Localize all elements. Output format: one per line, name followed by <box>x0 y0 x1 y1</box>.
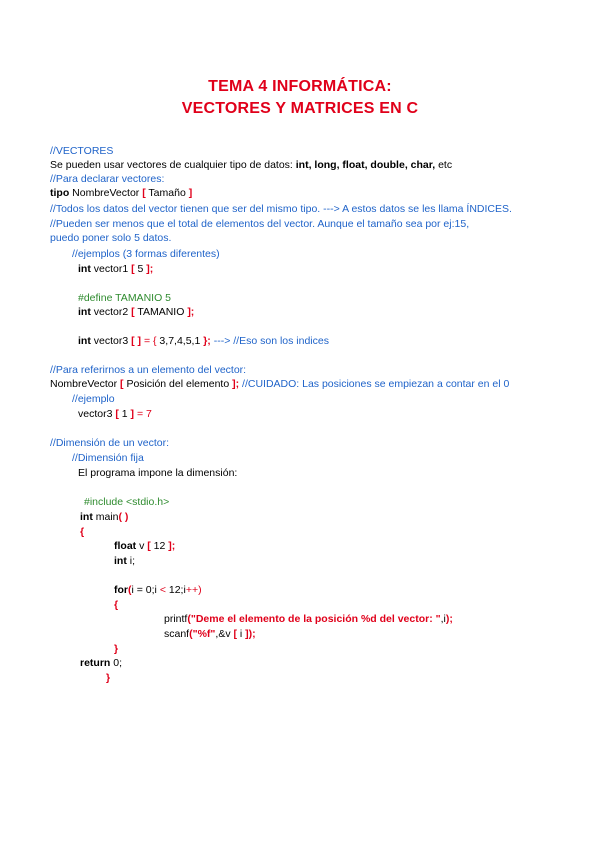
brace-open-for: { <box>114 599 119 611</box>
bracket: [ <box>142 187 146 199</box>
text: 5 <box>134 263 147 275</box>
comment-pueden-cont: puedo poner solo 5 datos. <box>50 232 172 244</box>
text: NombreVector <box>50 378 121 390</box>
line-vector1 <box>78 262 153 276</box>
line-scanf <box>164 627 256 641</box>
bracket: }; <box>203 335 211 347</box>
string: "%f" <box>192 628 216 640</box>
keyword: int <box>80 511 93 523</box>
bracket: ] <box>188 187 193 199</box>
text: Se pueden usar vectores de cualquier tipo de datos: <box>50 159 296 171</box>
string: "Deme el elemento de la posición %d del vector: " <box>190 613 441 625</box>
text: i = 0;i <box>131 584 160 596</box>
comment-dim-fija: //Dimensión fija <box>72 452 144 464</box>
text: i; <box>126 555 135 567</box>
text: vector1 <box>90 263 132 275</box>
text: NombreVector <box>69 187 143 199</box>
operator: < <box>159 584 166 596</box>
brace-close-main: } <box>106 672 111 684</box>
text: main <box>92 511 119 523</box>
text: v <box>136 540 148 552</box>
text: vector3 <box>78 408 116 420</box>
bracket: [ <box>131 306 135 318</box>
bracket: ]; <box>232 378 240 390</box>
bracket: [ <box>147 540 151 552</box>
text: 3,7,4,5,1 <box>156 335 204 347</box>
keyword: int <box>114 555 127 567</box>
paren: ( <box>128 584 132 596</box>
keyword: int <box>78 263 91 275</box>
bracket: [ <box>233 628 237 640</box>
equals: = 7 <box>134 408 152 420</box>
line-tipos <box>50 158 452 172</box>
line-printf <box>164 612 453 626</box>
comment-ejemplo: //ejemplo <box>72 393 115 405</box>
comment-ejemplos: //ejemplos (3 formas diferentes) <box>72 248 220 260</box>
text: vector3 <box>90 335 132 347</box>
define-line: #define TAMANIO 5 <box>78 292 171 304</box>
line-return <box>80 656 122 670</box>
keyword: int <box>78 335 91 347</box>
comment-indices: //Todos los datos del vector tienen que ser del mismo tipo. ---> A estos datos se les llama ÍNDICES. <box>50 203 512 215</box>
text: 0; <box>110 657 123 669</box>
text: ,&v <box>215 628 234 640</box>
paren: ( <box>189 628 193 640</box>
line-ejemplo <box>78 407 152 421</box>
bracket: ]; <box>146 263 154 275</box>
equals: = { <box>141 335 157 347</box>
bracket: [ ] <box>131 335 142 347</box>
comment: //CUIDADO: Las posiciones se empiezan a contar en el 0 <box>239 378 510 390</box>
comment-referir: //Para referirnos a un elemento del vector: <box>50 364 247 376</box>
keyword: tipo <box>50 187 70 199</box>
keyword: return <box>80 657 111 669</box>
line-declaracion <box>50 186 192 200</box>
text: etc <box>435 159 453 171</box>
bracket: [ <box>115 408 119 420</box>
title-line-1: TEMA 4 INFORMÁTICA: <box>208 78 392 95</box>
text: vector2 <box>90 306 132 318</box>
text: 12 <box>150 540 169 552</box>
line-for <box>114 583 202 597</box>
title-line-2: VECTORES Y MATRICES EN C <box>181 100 419 117</box>
types-list: int, long, float, double, char, <box>295 159 436 171</box>
bracket: ]; <box>187 306 195 318</box>
line-vector2 <box>78 305 194 319</box>
bracket: [ <box>131 263 135 275</box>
parens: ( ) <box>118 511 129 523</box>
line-float <box>114 539 175 553</box>
bracket: [ <box>120 378 124 390</box>
bracket: ]); <box>245 628 256 640</box>
text: Posición del elemento <box>123 378 233 390</box>
keyword: int <box>78 306 91 318</box>
programa-line: El programa impone la dimensión: <box>78 467 238 479</box>
comment: ---> //Eso son los indices <box>210 335 329 347</box>
comment-pueden: //Pueden ser menos que el total de elementos del vector. Aunque el tamaño sea por ej:15, <box>50 218 470 230</box>
text: 12;i <box>165 584 186 596</box>
keyword: for <box>114 584 128 596</box>
brace-close-for: } <box>114 643 119 655</box>
paren: ( <box>187 613 191 625</box>
text: i <box>237 628 246 640</box>
text: 1 <box>118 408 131 420</box>
line-referencia <box>50 377 509 391</box>
text: ,i <box>440 613 446 625</box>
bracket: ] <box>130 408 135 420</box>
line-int-i <box>114 554 135 568</box>
paren: ); <box>445 613 453 625</box>
keyword: float <box>114 540 137 552</box>
comment-dimension: //Dimensión de un vector: <box>50 437 170 449</box>
text: TAMANIO <box>134 306 188 318</box>
text: scanf <box>164 628 190 640</box>
text: printf <box>164 613 188 625</box>
line-main <box>80 510 128 524</box>
bracket: ]; <box>168 540 176 552</box>
brace-open-main: { <box>80 526 85 538</box>
include-line: #include <stdio.h> <box>84 496 170 508</box>
comment-vectores: //VECTORES <box>50 145 114 157</box>
operator: ++) <box>185 584 202 596</box>
line-vector3 <box>78 334 329 348</box>
comment-declarar: //Para declarar vectores: <box>50 173 165 185</box>
text: Tamaño <box>145 187 189 199</box>
